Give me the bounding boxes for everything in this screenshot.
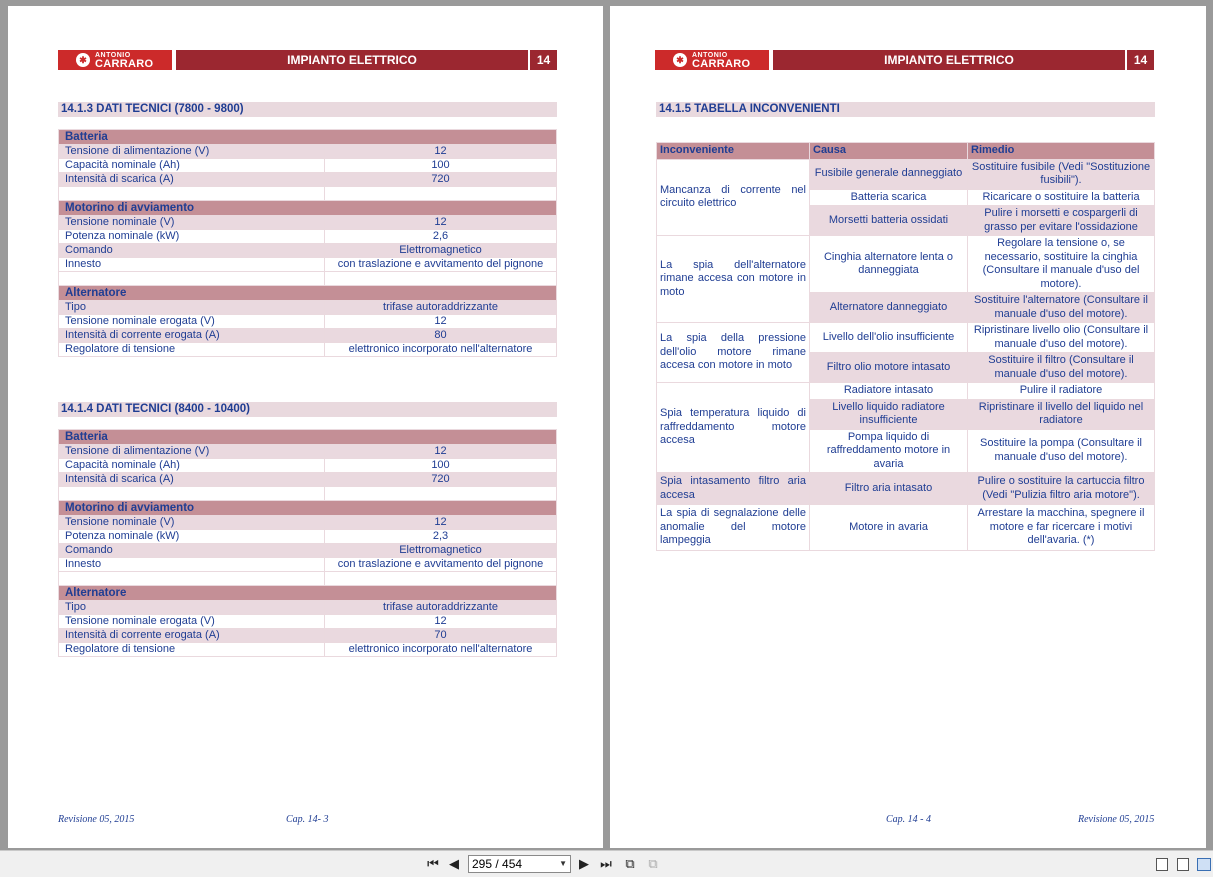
problem-cell: La spia della pressione dell'olio motore rimane accesa con motore in moto: [657, 323, 810, 383]
blank-cell: [325, 572, 557, 586]
spec-label: Regolatore di tensione: [59, 343, 325, 357]
spec-value: 100: [325, 459, 557, 473]
problem-cell: Mancanza di corrente nel circuito elettrico: [657, 159, 810, 236]
spec-value: 70: [325, 629, 557, 643]
spec-value: Elettromagnetico: [325, 244, 557, 258]
spec-value: 12: [325, 445, 557, 459]
page-header: [58, 50, 557, 70]
pdf-page-left: [8, 6, 603, 848]
page-header: [655, 50, 1154, 70]
problem-cell: Spia temperatura liquido di raffreddamento motore accesa: [657, 383, 810, 473]
footer-revision: Revisione 05, 2015: [58, 814, 135, 825]
group-heading: Alternatore: [59, 586, 557, 601]
spec-value: 720: [325, 473, 557, 487]
spec-value: 100: [325, 159, 557, 173]
chapter-number: 14: [530, 50, 557, 70]
section-title-1414: 14.1.4 DATI TECNICI (8400 - 10400): [58, 402, 557, 417]
cause-cell: Radiatore intasato: [810, 383, 968, 400]
cause-cell: Livello liquido radiatore insufficiente: [810, 399, 968, 429]
remedy-cell: Ripristinare il livello del liquido nel radiatore: [968, 399, 1155, 429]
group-heading: Motorino di avviamento: [59, 201, 557, 216]
footer-page-ref: Cap. 14 - 4: [886, 814, 931, 825]
spec-label: Tipo: [59, 601, 325, 615]
blank-cell: [325, 272, 557, 286]
problem-cell: Spia intasamento filtro aria accesa: [657, 473, 810, 505]
spec-label: Innesto: [59, 258, 325, 272]
problem-cell: La spia di segnalazione delle anomalie del motore lampeggia: [657, 505, 810, 551]
spec-label: Potenza nominale (kW): [59, 530, 325, 544]
col-header-problem: Inconveniente: [657, 143, 810, 160]
remedy-cell: Arrestare la macchina, spegnere il motore e far ricercare i motivi dell'avaria. (*): [968, 505, 1155, 551]
group-heading: Batteria: [59, 430, 557, 445]
spec-label: Intensità di corrente erogata (A): [59, 629, 325, 643]
spec-label: Tensione nominale (V): [59, 216, 325, 230]
footer-revision: Revisione 05, 2015: [1078, 814, 1155, 825]
cause-cell: Filtro olio motore intasato: [810, 353, 968, 383]
skip-first-icon[interactable]: ⏮: [427, 856, 439, 871]
logo-emblem-icon: ✱: [76, 53, 90, 67]
logo-line2: CARRARO: [692, 58, 751, 70]
spec-value: trifase autoraddrizzante: [325, 301, 557, 315]
copy-page-icon[interactable]: ⧉: [625, 856, 635, 871]
remedy-cell: Sostituire il filtro (Consultare il manuale d'uso del motore).: [968, 353, 1155, 383]
header-title: IMPIANTO ELETTRICO: [773, 50, 1125, 70]
header-title: IMPIANTO ELETTRICO: [176, 50, 528, 70]
spec-value: 12: [325, 145, 557, 159]
spec-label: Tensione nominale erogata (V): [59, 615, 325, 629]
troubleshooting-table: [656, 142, 1155, 551]
single-page-view-icon[interactable]: [1156, 858, 1168, 871]
spec-value: 2,3: [325, 530, 557, 544]
spec-label: Capacità nominale (Ah): [59, 159, 325, 173]
spec-value: con traslazione e avvitamento del pignone: [325, 558, 557, 572]
spec-label: Intensità di scarica (A): [59, 473, 325, 487]
remedy-cell: Ricaricare o sostituire la batteria: [968, 189, 1155, 206]
problem-cell: La spia dell'alternatore rimane accesa con motore in moto: [657, 236, 810, 323]
spec-value: 12: [325, 216, 557, 230]
spec-label: Capacità nominale (Ah): [59, 459, 325, 473]
two-page-view-icon[interactable]: [1197, 858, 1211, 871]
next-icon[interactable]: ▶: [579, 856, 589, 871]
spec-table-8400-10400: [58, 429, 557, 657]
spec-label: Tensione di alimentazione (V): [59, 445, 325, 459]
logo-line2: CARRARO: [95, 58, 154, 70]
prev-icon[interactable]: ◀: [449, 856, 459, 871]
spec-label: Tensione di alimentazione (V): [59, 145, 325, 159]
antonio-carraro-logo: [58, 50, 172, 70]
blank-cell: [325, 187, 557, 201]
logo-line1: ANTONIO: [95, 52, 131, 59]
spec-value: Elettromagnetico: [325, 544, 557, 558]
skip-last-icon[interactable]: ⏭: [600, 856, 612, 871]
col-header-cause: Causa: [810, 143, 968, 160]
spec-table-7800-9800: [58, 129, 557, 357]
chapter-number: 14: [1127, 50, 1154, 70]
remedy-cell: Sostituire l'alternatore (Consultare il manuale d'uso del motore).: [968, 293, 1155, 323]
spec-value: 80: [325, 329, 557, 343]
blank-cell: [325, 487, 557, 501]
remedy-cell: Pulire i morsetti e cospargerli di grasso per evitare l'ossidazione: [968, 206, 1155, 236]
spec-value: con traslazione e avvitamento del pignone: [325, 258, 557, 272]
spec-value: 2,6: [325, 230, 557, 244]
footer-page-ref: Cap. 14- 3: [286, 814, 329, 825]
spec-label: Regolatore di tensione: [59, 643, 325, 657]
spec-label: Comando: [59, 244, 325, 258]
group-heading: Batteria: [59, 130, 557, 145]
spec-value: elettronico incorporato nell'alternatore: [325, 343, 557, 357]
remedy-cell: Regolare la tensione o, se necessario, sostituire la cinghia (Consultare il manuale d'uso del motore).: [968, 236, 1155, 293]
group-heading: Motorino di avviamento: [59, 501, 557, 516]
remedy-cell: Pulire o sostituire la cartuccia filtro (Vedi "Pulizia filtro aria motore").: [968, 473, 1155, 505]
spec-value: 12: [325, 315, 557, 329]
spec-label: Innesto: [59, 558, 325, 572]
cause-cell: Pompa liquido di raffreddamento motore in avaria: [810, 429, 968, 473]
col-header-remedy: Rimedio: [968, 143, 1155, 160]
pdf-viewer-toolbar: [0, 850, 1213, 877]
group-heading: Alternatore: [59, 286, 557, 301]
paste-page-icon[interactable]: ⧉: [648, 856, 658, 871]
cause-cell: Alternatore danneggiato: [810, 293, 968, 323]
spec-label: Tensione nominale (V): [59, 516, 325, 530]
spec-value: 12: [325, 615, 557, 629]
blank-cell: [59, 487, 325, 501]
continuous-view-icon[interactable]: [1177, 858, 1189, 871]
spec-label: Tipo: [59, 301, 325, 315]
spec-label: Intensità di scarica (A): [59, 173, 325, 187]
antonio-carraro-logo: [655, 50, 769, 70]
blank-cell: [59, 572, 325, 586]
remedy-cell: Sostituire fusibile (Vedi "Sostituzione fusibili").: [968, 159, 1155, 189]
cause-cell: Filtro aria intasato: [810, 473, 968, 505]
spec-label: Comando: [59, 544, 325, 558]
remedy-cell: Sostituire la pompa (Consultare il manuale d'uso del motore).: [968, 429, 1155, 473]
section-title-1413: 14.1.3 DATI TECNICI (7800 - 9800): [58, 102, 557, 117]
cause-cell: Cinghia alternatore lenta o danneggiata: [810, 236, 968, 293]
cause-cell: Morsetti batteria ossidati: [810, 206, 968, 236]
spec-value: trifase autoraddrizzante: [325, 601, 557, 615]
spec-value: 12: [325, 516, 557, 530]
section-title-1415: 14.1.5 TABELLA INCONVENIENTI: [656, 102, 1155, 117]
blank-cell: [59, 187, 325, 201]
spec-value: elettronico incorporato nell'alternatore: [325, 643, 557, 657]
blank-cell: [59, 272, 325, 286]
cause-cell: Livello dell'olio insufficiente: [810, 323, 968, 353]
remedy-cell: Ripristinare livello olio (Consultare il manuale d'uso del motore).: [968, 323, 1155, 353]
remedy-cell: Pulire il radiatore: [968, 383, 1155, 400]
pdf-page-right: [610, 6, 1206, 848]
spec-value: 720: [325, 173, 557, 187]
logo-emblem-icon: ✱: [673, 53, 687, 67]
logo-line1: ANTONIO: [692, 52, 728, 59]
page-indicator: 295 / 454: [472, 857, 523, 871]
spec-label: Potenza nominale (kW): [59, 230, 325, 244]
spec-label: Intensità di corrente erogata (A): [59, 329, 325, 343]
chevron-down-icon[interactable]: ▼: [559, 859, 567, 868]
cause-cell: Motore in avaria: [810, 505, 968, 551]
spec-label: Tensione nominale erogata (V): [59, 315, 325, 329]
cause-cell: Fusibile generale danneggiato: [810, 159, 968, 189]
cause-cell: Batteria scarica: [810, 189, 968, 206]
page-number-input[interactable]: [468, 855, 571, 873]
